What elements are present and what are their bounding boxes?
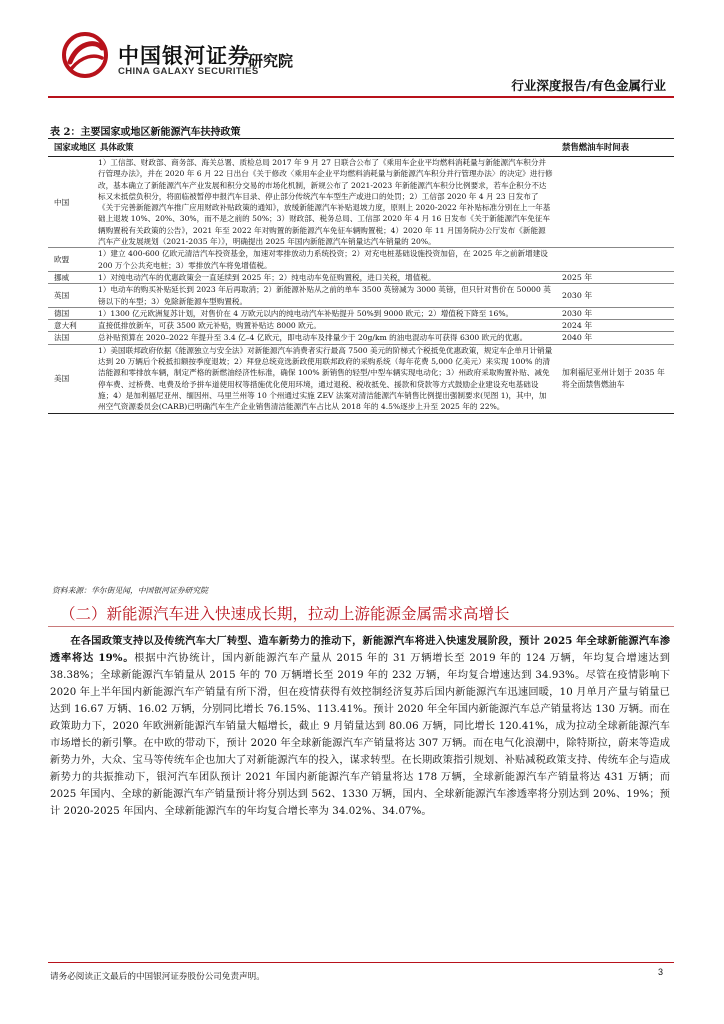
section-divider	[48, 626, 674, 627]
region-cell: 欧盟	[48, 248, 94, 272]
col-header-region: 国家或地区	[48, 139, 94, 157]
report-type-label: 行业深度报告/有色金属行业	[511, 78, 666, 93]
table-caption: 表 2：主要国家或地区新能源汽车扶持政策	[50, 127, 241, 138]
ban-year-cell	[556, 248, 674, 272]
section-heading: （二）新能源汽车进入快速成长期，拉动上游能源金属需求高增长	[60, 605, 510, 623]
page-number: 3	[658, 967, 664, 977]
policy-cell: 1）电动车的购买补贴延长到 2023 年后再取消；2）新能源补贴从之前的单车 3500 英镑减为 3000 英镑，但只针对售价在 50000 英镑以下的车型；3）免除新能源车型购置税。	[94, 284, 556, 308]
table-row	[48, 271, 674, 283]
region-cell: 德国	[48, 307, 94, 319]
region-cell: 英国	[48, 284, 94, 308]
region-cell: 意大利	[48, 320, 94, 332]
table-row	[48, 332, 674, 344]
galaxy-logo-icon	[62, 32, 108, 78]
ban-year-cell: 2025 年	[556, 271, 674, 283]
table-row	[48, 157, 674, 248]
region-cell: 中国	[48, 157, 94, 248]
region-cell: 挪威	[48, 271, 94, 283]
region-cell: 法国	[48, 332, 94, 344]
policy-cell: 1）1300 亿元欧洲复苏计划，对售价在 4 万欧元以内的纯电动汽车补贴提升 50%到 9000 欧元；2）增值税下降至 16%。	[94, 307, 556, 319]
table-source-note: 资料来源：华尔街见闻，中国银河证券研究院	[52, 586, 208, 595]
col-header-policy: 具体政策	[94, 139, 556, 157]
logo-institute-name: 研究院	[248, 52, 294, 70]
ban-year-cell: 2030 年	[556, 284, 674, 308]
policy-cell: 总补贴预算在 2020–2022 年提升至 3.4 亿–4 亿欧元，即电动车及排量少于 20g/km 的油电混动车可获得 6300 欧元的优惠。	[94, 332, 556, 344]
paragraph-lead-sentence: 在各国政策支持以及传统汽车大厂转型、造车新势力的推动下，新能源汽车将进入快速发展阶段，预计 2025 年全球新能源汽车渗透率将达 19%。	[50, 635, 670, 665]
body-paragraph	[50, 633, 670, 821]
region-cell: 美国	[48, 344, 94, 413]
header-divider	[48, 96, 674, 98]
paragraph-body: 根据中汽协统计，国内新能源汽车产量从 2015 年的 31 万辆增长至 2019 年的 124 万辆，年均复合增速达到 38.38%；全球新能源汽车销量从 2015 年的 70 万辆增长至 2019 年的 232 万辆，年均复合增速达到 34.93%。尽管在疫情影响下 2020 年上半年国内新能源汽车产销量有所下滑，但在疫情获得有效控制经济复苏后国内新能源汽车迅速回暖，10 月单月产量与销量已达到 16.67 万辆、16.02 万辆，分别同比增长 76.15%、113.41%。预计 2020 年全年国内新能源汽车总产销量将达 130 万辆。而在政策助力下，2020 年欧洲新能源汽车销量大幅增长，截止 9 月销量达到 80.06 万辆，同比增长 120.41%，成为拉动全球新能源汽车市场增长的新引擎。在中欧的带动下，预计 2020 年全球新能源汽车产销量将达 307 万辆。而在电气化浪潮中，除特斯拉，蔚来等造成新势力外，大众、宝马等传统车企也加大了对新能源汽车的投入，谋求转型。在长期政策指引规划、补贴减税政策支持、传统车企与造成新势力的共振推动下，银河汽车团队预计 2021 年国内新能源汽车产销量将达 178 万辆，全球新能源汽车产销量将达 431 万辆；而 2025 年国内、全球的新能源汽车产销量预计将分别达到 562、1330 万辆，国内、全球新能源汽车渗透率将分别达到 20%、19%；预计 2020-2025 年国内、全球新能源汽车的年均复合增长率为 34.02%、34.07%。	[50, 653, 670, 818]
ban-year-cell: 2040 年	[556, 332, 674, 344]
policy-cell: 1）对纯电动汽车的优惠政策会一直延续到 2025 年；2）纯电动车免征购置税，进口关税，增值税。	[94, 271, 556, 283]
table-row	[48, 320, 674, 332]
policy-cell: 1）工信部、财政部、商务部、海关总署、质检总局 2017 年 9 月 27 日联合公布了《乘用车企业平均燃料消耗量与新能源汽车积分并行管理办法》，并在 2020 年 6 月 22 日出台《关于修改〈乘用车企业平均燃料消耗量与新能源汽车积分并行管理办法〉的决定》进行修改，基本确立了新能源汽车产业发展和积分交易的市场化机制，新规公布了 2021-2023 年新能源汽车积分比例要求，若车企积分不达标又未抵偿负积分，将面临被暂停申报汽车目录、停止部分传统汽车车型生产或进口的处罚；2）工信部 2020 年 4 月 23 日发布了《关于完善新能源汽车推广应用财政补贴政策的通知》，放缓新能源汽车补贴退坡力度，原则上 2020-2022 年补贴标准分别在上一年基础上退坡 10%、20%、30%，而不是之前的 50%；3）财政部、税务总局、工信部 2020 年 4 月 16 日发布《关于新能源汽车免征车辆购置税有关政策的公告》，2021 年至 2022 年对购置的新能源汽车免征车辆购置税；4）2020 年 11 月国务院办公厅发布《新能源汽车产业发展规划（2021-2035 年）》，明确提出 2025 年国内新能源汽车销量达汽车销量的 20%。	[94, 157, 556, 248]
ban-year-cell	[556, 157, 674, 248]
logo-company-name: 中国银河证券	[118, 44, 250, 68]
footer-divider	[48, 962, 674, 963]
footer-disclaimer: 请务必阅读正文最后的中国银河证券股份公司免责声明。	[50, 972, 265, 982]
ban-year-cell: 2030 年	[556, 307, 674, 319]
policy-cell: 1）建立 400-600 亿欧元清洁汽车投资基金，加速对零排放动力系统投资；2）对充电桩基础设施投资加倍，在 2025 年之前新增建设 200 万个公共充电桩；3）零排放汽车将免增值税。	[94, 248, 556, 272]
logo-english-name: CHINA GALAXY SECURITIES	[118, 66, 259, 77]
table-row	[48, 284, 674, 308]
ban-year-cell: 2024 年	[556, 320, 674, 332]
page-header	[0, 0, 724, 100]
col-header-ban-year: 禁售燃油车时间表	[556, 139, 674, 157]
table-row	[48, 248, 674, 272]
table-row	[48, 344, 674, 413]
policy-cell: 直接低排放新车，可获 3500 欧元补贴，购置补贴达 8000 欧元。	[94, 320, 556, 332]
policy-table	[48, 138, 674, 414]
table-row	[48, 307, 674, 319]
policy-cell: 1）美国联邦政府依据《能源独立与安全法》对新能源汽车消费者实行最高 7500 美元的阶梯式个税抵免优惠政策，规定车企单月计销量达到 20 万辆后个税抵扣额按季度退坡；2）拜登总统竞选新政使用联邦政府的采购系统（每年花费 5,000 亿美元）来实现 100% 的清洁能源和零排放车辆，制定严格的新燃油经济性标准，确保 100% 新销售的轻型/中型车辆实现电动化；3）州政府采取购置补贴、减免停车费、过桥费、电费及给予拼车道使用权等措施优化使用环境，通过退税、税收抵免、援款和贷款等方式鼓励企业建设充电基础设施；4）是加利福尼亚州、缅因州、马里兰州等 10 个州通过实施 ZEV 法案对清洁能源汽车销售比例提出强制要求(见图 1)，其中，加州空气资源委员会(CARB)已明确汽车生产企业销售清洁能源汽车占比从 2018 年的 4.5%逐步上升至 2025 年的 22%。	[94, 344, 556, 413]
ban-year-cell: 加利福尼亚州计划于 2035 年将全面禁售燃油车	[556, 344, 674, 413]
table-header-row	[48, 139, 674, 157]
